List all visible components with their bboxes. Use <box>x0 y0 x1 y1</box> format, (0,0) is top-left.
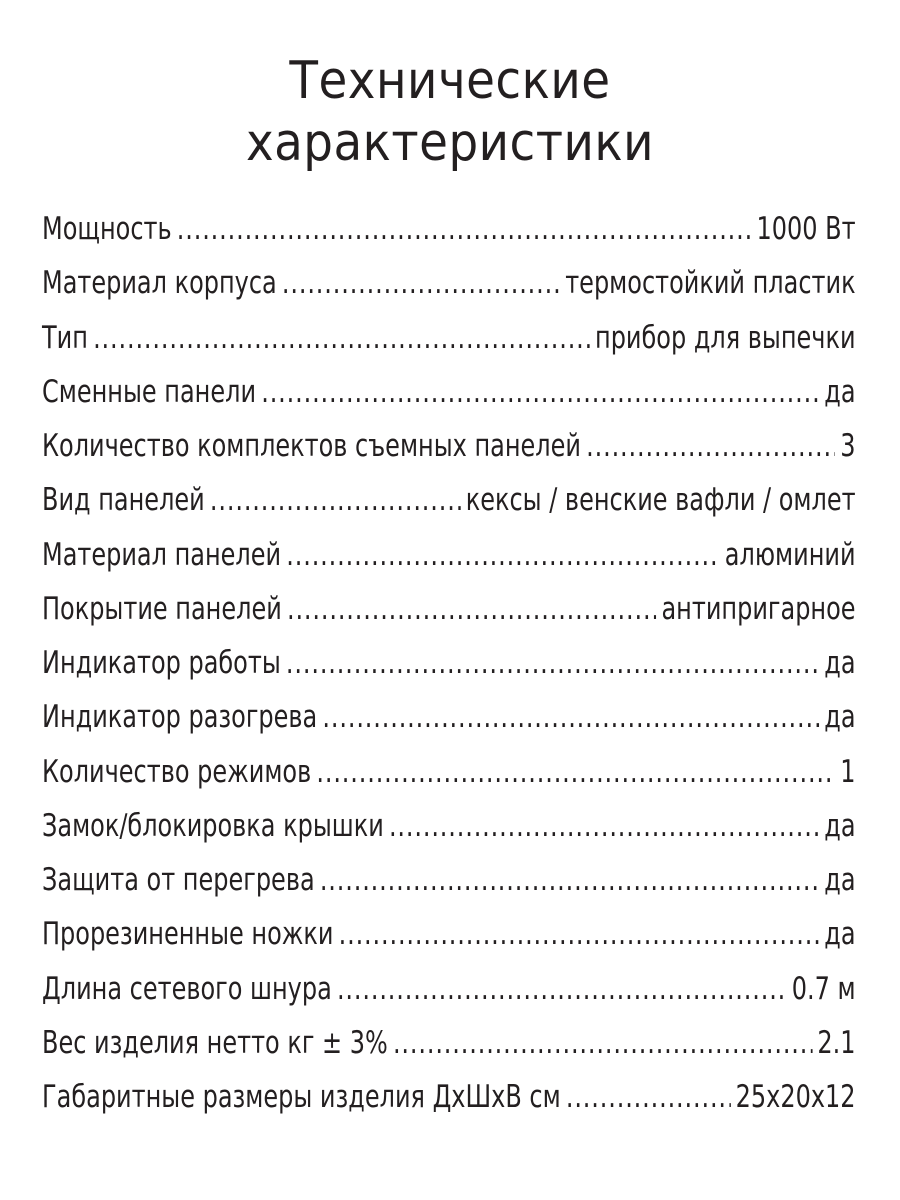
spec-label: Индикатор работы <box>42 645 281 681</box>
spec-value: 1000 Вт <box>756 211 856 247</box>
spec-label: Замок/блокировка крышки <box>42 807 384 844</box>
spec-row-type <box>42 311 856 365</box>
spec-label: Мощность <box>42 211 172 247</box>
spec-row-heat-indicator <box>42 690 856 744</box>
spec-value: да <box>824 807 856 844</box>
spec-value: да <box>824 862 856 898</box>
spec-row-power <box>42 202 856 256</box>
spec-value: 2.1 <box>817 1024 856 1061</box>
spec-label: Защита от перегрева <box>42 862 315 898</box>
spec-label: Тип <box>42 319 88 356</box>
dot-leader <box>286 528 719 582</box>
dot-leader <box>389 799 819 853</box>
spec-row-power-indicator <box>42 636 856 690</box>
spec-value: 1 <box>840 753 856 790</box>
spec-row-panel-sets-count <box>42 419 856 473</box>
dot-leader <box>287 582 656 636</box>
dot-leader <box>93 311 590 365</box>
dot-leader <box>393 1016 812 1070</box>
spec-label: Покрытие панелей <box>42 590 282 627</box>
spec-row-panel-coating <box>42 582 856 636</box>
spec-label: Прорезиненные ножки <box>42 916 334 953</box>
spec-label: Индикатор разогрева <box>42 699 318 736</box>
spec-value: алюминий <box>724 536 856 573</box>
dot-leader <box>320 853 819 907</box>
spec-label: Вес изделия нетто кг ± 3% <box>42 1024 388 1061</box>
dot-leader <box>316 745 835 799</box>
dot-leader <box>261 365 819 419</box>
spec-value: термостойкий пластик <box>565 265 856 302</box>
spec-row-overheat-protection <box>42 853 856 907</box>
dot-leader <box>210 473 461 527</box>
spec-row-panel-material <box>42 528 856 582</box>
spec-list <box>42 202 856 1124</box>
spec-row-net-weight <box>42 1016 856 1070</box>
spec-value: 25x20x12 <box>735 1079 856 1115</box>
spec-row-dimensions <box>42 1070 856 1124</box>
spec-label: Количество комплектов съемных панелей <box>42 428 581 464</box>
page-title-line-1: Технические <box>289 51 611 111</box>
spec-row-lid-lock <box>42 799 856 853</box>
dot-leader <box>339 907 819 961</box>
spec-row-modes-count <box>42 745 856 799</box>
spec-row-rubber-feet <box>42 907 856 961</box>
dot-leader <box>177 202 752 256</box>
spec-label: Длина сетевого шнура <box>42 970 332 1007</box>
dot-leader <box>286 636 819 690</box>
spec-row-cord-length <box>42 962 856 1016</box>
spec-value: 3 <box>840 428 856 464</box>
dot-leader <box>337 962 787 1016</box>
spec-label: Материал корпуса <box>42 265 277 302</box>
page-title-line-2: характеристики <box>245 113 655 173</box>
dot-leader <box>282 256 560 310</box>
spec-row-panel-types <box>42 473 856 527</box>
spec-label: Количество режимов <box>42 753 312 790</box>
page-title <box>0 50 900 174</box>
dot-leader <box>586 419 835 473</box>
spec-label: Материал панелей <box>42 536 282 573</box>
spec-value: кексы / венские вафли / омлет <box>465 482 856 519</box>
spec-row-body-material <box>42 256 856 310</box>
spec-value: да <box>824 373 856 410</box>
spec-value: да <box>824 645 856 681</box>
dot-leader <box>322 690 819 744</box>
spec-value: да <box>824 916 856 953</box>
spec-label: Габаритные размеры изделия ДхШхВ см <box>42 1079 561 1115</box>
spec-value: да <box>824 699 856 736</box>
spec-label: Сменные панели <box>42 373 257 410</box>
dot-leader <box>566 1070 731 1124</box>
spec-label: Вид панелей <box>42 482 205 519</box>
spec-value: антипригарное <box>661 590 856 627</box>
spec-row-replaceable-panels <box>42 365 856 419</box>
spec-value: прибор для выпечки <box>595 319 856 356</box>
spec-value: 0.7 м <box>791 970 856 1007</box>
